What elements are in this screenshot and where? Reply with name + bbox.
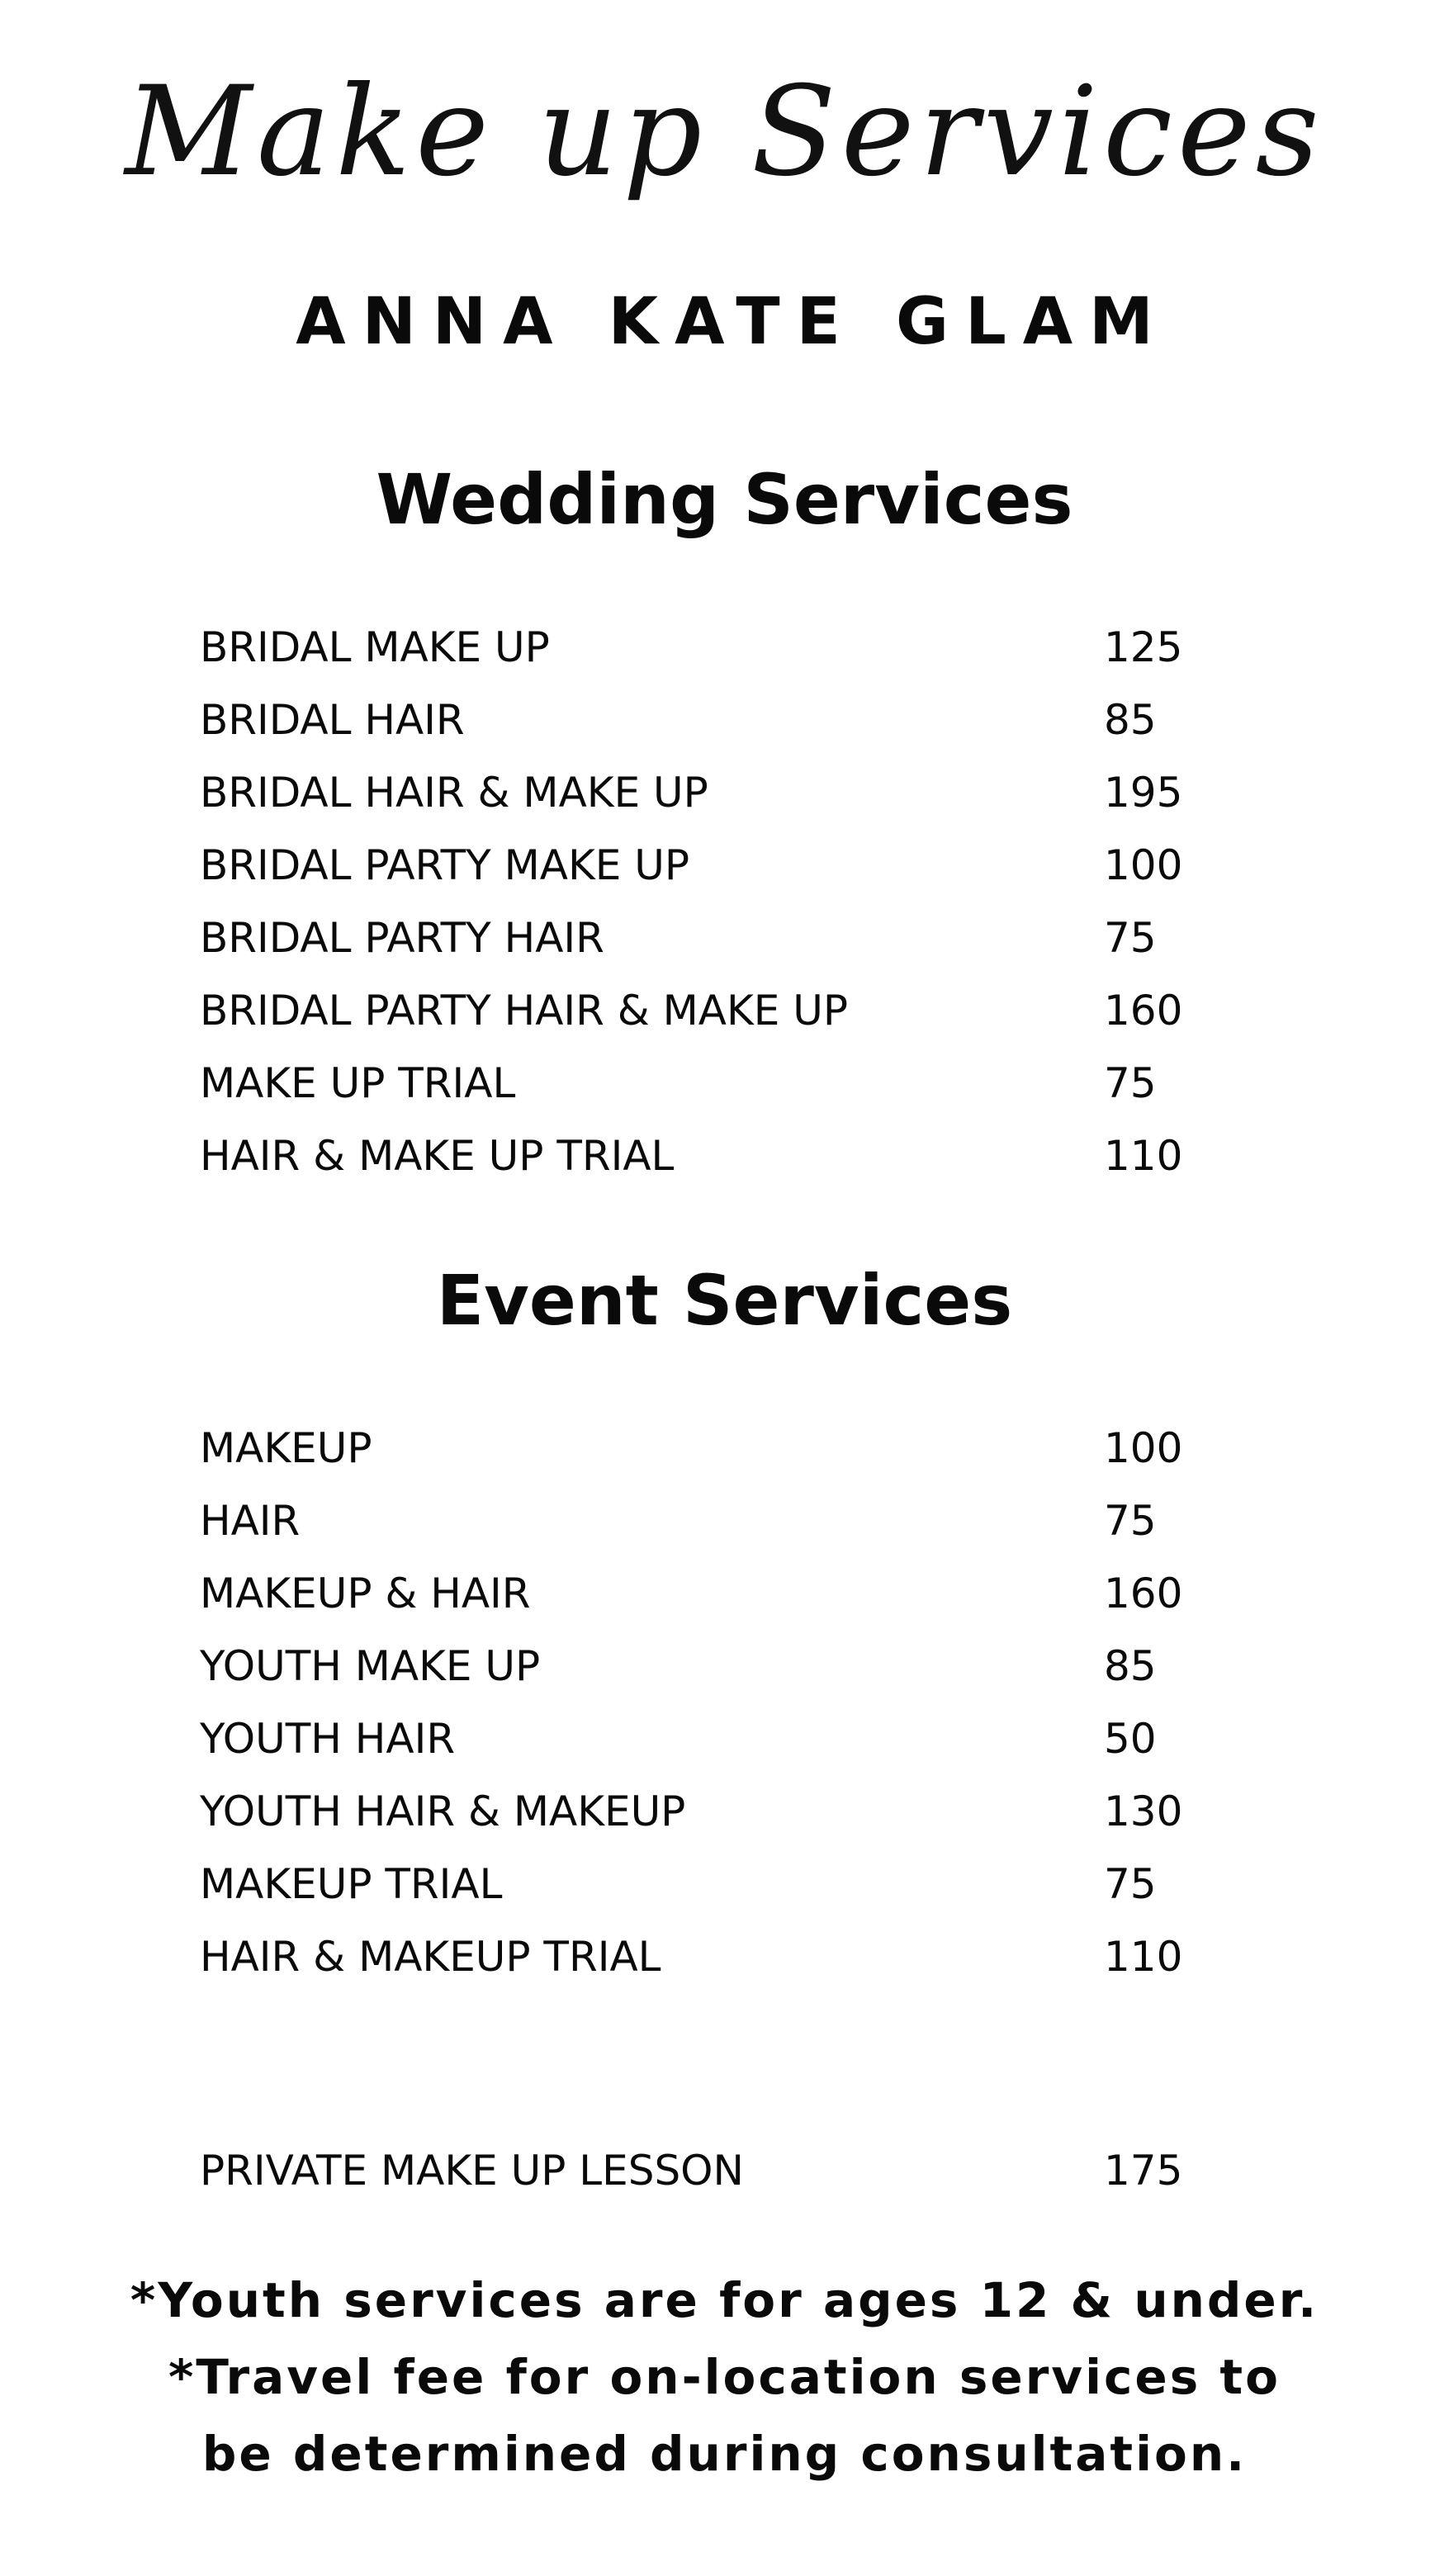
youth-note: *Youth services are for ages 12 & under. <box>130 2272 1319 2328</box>
service-price: 50 <box>1104 1715 1157 1763</box>
wedding-section-title: Wedding Services <box>376 459 1073 540</box>
service-price: 75 <box>1104 1497 1157 1545</box>
service-price: 75 <box>1104 1860 1157 1908</box>
service-price: 125 <box>1104 623 1183 671</box>
service-price: 110 <box>1104 1132 1183 1180</box>
list-item <box>200 1485 1273 1557</box>
script-title: Make up Services <box>125 60 1324 204</box>
travel-note-line-2: be determined during consultation. <box>201 2426 1248 2482</box>
list-item <box>200 2134 1273 2207</box>
service-name: MAKEUP <box>200 1424 372 1472</box>
service-name: YOUTH HAIR <box>200 1715 456 1763</box>
service-name: MAKEUP TRIAL <box>200 1860 503 1908</box>
list-item <box>200 1848 1273 1920</box>
list-item <box>200 829 1273 902</box>
extra-price-list <box>200 2134 1273 2207</box>
service-price: 175 <box>1104 2147 1183 2195</box>
service-price: 100 <box>1104 841 1183 889</box>
service-price: 85 <box>1104 696 1157 744</box>
list-item <box>200 1920 1273 1993</box>
footnotes <box>0 2262 1449 2493</box>
service-price: 195 <box>1104 769 1183 817</box>
service-name: HAIR <box>200 1497 301 1545</box>
service-price: 85 <box>1104 1642 1157 1690</box>
service-name: HAIR & MAKEUP TRIAL <box>200 1933 661 1981</box>
list-item <box>200 1630 1273 1702</box>
list-item <box>200 1120 1273 1192</box>
list-item <box>200 1047 1273 1120</box>
service-name: MAKE UP TRIAL <box>200 1059 516 1107</box>
service-price: 110 <box>1104 1933 1183 1981</box>
travel-note-line-1: *Travel fee for on-location services to <box>168 2349 1281 2405</box>
service-name: YOUTH HAIR & MAKEUP <box>200 1788 686 1835</box>
service-name: BRIDAL PARTY MAKE UP <box>200 841 689 889</box>
service-price: 160 <box>1104 987 1183 1035</box>
service-price: 160 <box>1104 1570 1183 1617</box>
list-item <box>200 1702 1273 1775</box>
list-item <box>200 974 1273 1047</box>
list-item <box>200 611 1273 684</box>
service-name: MAKEUP & HAIR <box>200 1570 531 1617</box>
service-price: 130 <box>1104 1788 1183 1835</box>
list-item <box>200 1557 1273 1630</box>
service-name: YOUTH MAKE UP <box>200 1642 541 1690</box>
service-name: BRIDAL PARTY HAIR & MAKE UP <box>200 987 849 1035</box>
event-section-title: Event Services <box>436 1260 1013 1341</box>
list-item <box>200 902 1273 974</box>
service-name: BRIDAL MAKE UP <box>200 623 550 671</box>
event-price-list <box>200 1412 1273 1993</box>
wedding-price-list <box>200 611 1273 1192</box>
list-item <box>200 1412 1273 1485</box>
service-name: BRIDAL PARTY HAIR <box>200 914 604 962</box>
service-price: 75 <box>1104 1059 1157 1107</box>
service-name: BRIDAL HAIR & MAKE UP <box>200 769 708 817</box>
list-item <box>200 684 1273 756</box>
service-name: HAIR & MAKE UP TRIAL <box>200 1132 675 1180</box>
list-item <box>200 756 1273 829</box>
service-name: PRIVATE MAKE UP LESSON <box>200 2147 744 2195</box>
list-item <box>200 1775 1273 1848</box>
service-price: 75 <box>1104 914 1157 962</box>
brand-name: ANNA KATE GLAM <box>296 285 1170 359</box>
service-price: 100 <box>1104 1424 1183 1472</box>
service-name: BRIDAL HAIR <box>200 696 465 744</box>
